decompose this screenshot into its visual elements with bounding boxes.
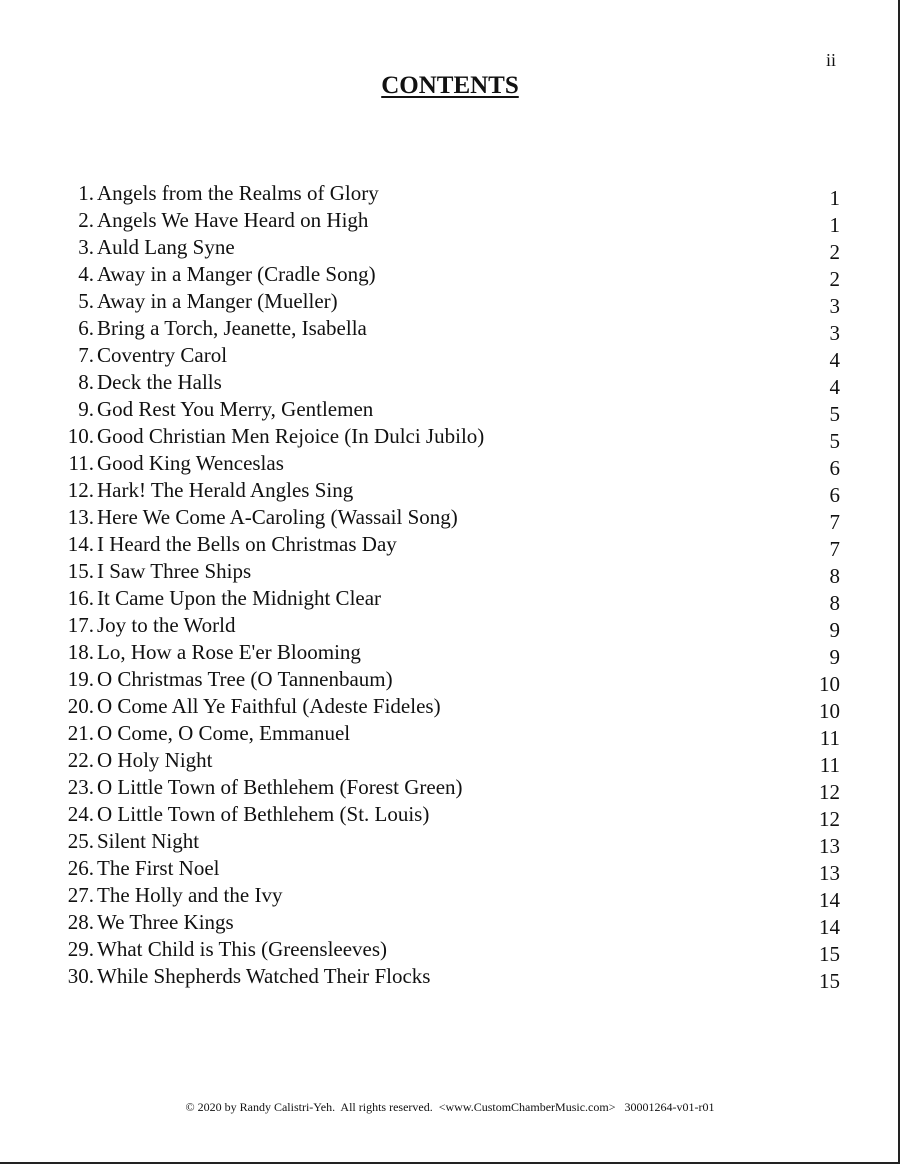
toc-entry xyxy=(0,315,900,345)
toc-entry-page: 10 xyxy=(819,672,840,696)
toc-entry-title: Silent Night xyxy=(97,829,200,853)
toc-entry-number: 29. xyxy=(67,937,94,961)
toc-entry-page: 5 xyxy=(829,402,840,426)
toc-entry-page: 6 xyxy=(829,456,840,480)
toc-entry-page: 4 xyxy=(829,348,840,372)
toc-entry xyxy=(0,504,900,534)
toc-entry-title: While Shepherds Watched Their Flocks xyxy=(97,964,431,988)
toc-entry-number: 14. xyxy=(67,532,94,556)
toc-entry-number: 22. xyxy=(67,748,94,772)
toc-entry-title: Deck the Halls xyxy=(97,370,222,394)
toc-entry-title: God Rest You Merry, Gentlemen xyxy=(97,397,374,421)
toc-entry-number: 10. xyxy=(67,424,94,448)
toc-entry-page: 13 xyxy=(819,861,840,885)
toc-entry-title: The First Noel xyxy=(97,856,220,880)
toc-entry-number: 23. xyxy=(67,775,94,799)
toc-entry-page: 12 xyxy=(819,780,840,804)
toc-entry-page: 9 xyxy=(829,645,840,669)
toc-entry-number: 18. xyxy=(67,640,94,664)
toc-entry-page: 12 xyxy=(819,807,840,831)
toc-entry-title: We Three Kings xyxy=(97,910,234,934)
toc-entry xyxy=(0,396,900,426)
toc-entry-title: Lo, How a Rose E'er Blooming xyxy=(97,640,361,664)
toc-entry-number: 9. xyxy=(78,397,94,421)
toc-entry xyxy=(0,180,900,210)
toc-entry-title: O Holy Night xyxy=(97,748,213,772)
toc-entry-number: 25. xyxy=(67,829,94,853)
toc-entry-number: 5. xyxy=(78,289,94,313)
toc-entry-title: O Come All Ye Faithful (Adeste Fideles) xyxy=(97,694,441,718)
toc-entry xyxy=(0,234,900,264)
toc-entry-title: Coventry Carol xyxy=(97,343,228,367)
toc-entry-title: Away in a Manger (Mueller) xyxy=(97,289,338,313)
toc-entry-number: 20. xyxy=(67,694,94,718)
toc-entry-page: 5 xyxy=(829,429,840,453)
toc-entry-title: Joy to the World xyxy=(97,613,236,637)
toc-entry-number: 24. xyxy=(67,802,94,826)
toc-entry-title: I Saw Three Ships xyxy=(97,559,252,583)
toc-entry-page: 6 xyxy=(829,483,840,507)
toc-entry-number: 8. xyxy=(78,370,94,394)
toc-entry-number: 21. xyxy=(67,721,94,745)
toc-entry-page: 8 xyxy=(829,591,840,615)
toc-entry-number: 4. xyxy=(78,262,94,286)
toc-entry-number: 15. xyxy=(67,559,94,583)
toc-entry-title: O Little Town of Bethlehem (St. Louis) xyxy=(97,802,430,826)
toc-entry-number: 3. xyxy=(78,235,94,259)
toc-entry-page: 2 xyxy=(829,267,840,291)
toc-entry-page: 7 xyxy=(829,537,840,561)
toc-entry xyxy=(0,423,900,453)
toc-entry-title: It Came Upon the Midnight Clear xyxy=(97,586,382,610)
toc-entry-page: 7 xyxy=(829,510,840,534)
toc-entry xyxy=(0,747,900,777)
toc-entry xyxy=(0,450,900,480)
toc-entry-number: 2. xyxy=(78,208,94,232)
toc-entry-number: 13. xyxy=(67,505,94,529)
toc-entry xyxy=(0,342,900,372)
toc-entry-page: 3 xyxy=(829,321,840,345)
toc-entry xyxy=(0,936,900,966)
toc-entry-title: Good King Wenceslas xyxy=(97,451,284,475)
toc-entry-title: Hark! The Herald Angles Sing xyxy=(97,478,354,502)
toc-entry xyxy=(0,882,900,912)
toc-entry-number: 30. xyxy=(67,964,94,988)
toc-entry xyxy=(0,207,900,237)
toc-entry-title: Bring a Torch, Jeanette, Isabella xyxy=(97,316,367,340)
toc-entry-number: 11. xyxy=(68,451,94,475)
toc-entry-number: 28. xyxy=(67,910,94,934)
toc-entry-page: 14 xyxy=(819,888,840,912)
toc-entry-page: 9 xyxy=(829,618,840,642)
page-number: ii xyxy=(825,50,836,70)
page-title: CONTENTS xyxy=(381,72,519,99)
toc-entry-page: 1 xyxy=(829,186,840,210)
toc-entry xyxy=(0,774,900,804)
toc-entry-page: 15 xyxy=(819,942,840,966)
toc-entry xyxy=(0,828,900,858)
toc-entry xyxy=(0,801,900,831)
toc-entry-title: Here We Come A-Caroling (Wassail Song) xyxy=(97,505,458,529)
toc-entry-page: 3 xyxy=(829,294,840,318)
toc-entry xyxy=(0,693,900,723)
toc-entry-page: 8 xyxy=(829,564,840,588)
toc-entry xyxy=(0,612,900,642)
toc-entry-page: 11 xyxy=(819,726,840,750)
toc-entry-page: 2 xyxy=(829,240,840,264)
toc-entry-number: 17. xyxy=(67,613,94,637)
toc-entry-page: 11 xyxy=(819,753,840,777)
toc-entry xyxy=(0,585,900,615)
toc-entry-title: Auld Lang Syne xyxy=(97,235,235,259)
toc-entry xyxy=(0,369,900,399)
toc-entry xyxy=(0,261,900,291)
toc-entry-title: Angels We Have Heard on High xyxy=(97,208,369,232)
toc-entry-title: What Child is This (Greensleeves) xyxy=(97,937,388,961)
toc-entry-page: 1 xyxy=(829,213,840,237)
copyright-footer: © 2020 by Randy Calistri-Yeh. All rights reserved. <www.CustomChamberMusic.com> 30001264-v01-r01 xyxy=(185,1100,715,1114)
toc-entry-page: 13 xyxy=(819,834,840,858)
toc-entry-number: 16. xyxy=(67,586,94,610)
toc-entry xyxy=(0,477,900,507)
toc-entry-number: 26. xyxy=(67,856,94,880)
toc-entry xyxy=(0,288,900,318)
toc-entry-title: O Come, O Come, Emmanuel xyxy=(97,721,351,745)
toc-entry-page: 10 xyxy=(819,699,840,723)
toc-entry-page: 15 xyxy=(819,969,840,993)
toc-entry-number: 7. xyxy=(78,343,94,367)
toc-entry-number: 1. xyxy=(78,181,94,205)
toc-entry xyxy=(0,639,900,669)
table-of-contents xyxy=(0,180,900,993)
toc-entry xyxy=(0,666,900,696)
toc-entry-title: Good Christian Men Rejoice (In Dulci Jubilo) xyxy=(97,424,485,448)
toc-entry-title: I Heard the Bells on Christmas Day xyxy=(97,532,397,556)
toc-entry-page: 4 xyxy=(829,375,840,399)
toc-entry-number: 6. xyxy=(78,316,94,340)
toc-entry-number: 19. xyxy=(67,667,94,691)
toc-entry xyxy=(0,963,900,993)
toc-entry xyxy=(0,531,900,561)
toc-entry xyxy=(0,558,900,588)
toc-entry-title: The Holly and the Ivy xyxy=(97,883,283,907)
toc-entry-title: Angels from the Realms of Glory xyxy=(97,181,379,205)
toc-entry xyxy=(0,720,900,750)
toc-entry xyxy=(0,909,900,939)
toc-entry-title: O Christmas Tree (O Tannenbaum) xyxy=(97,667,393,691)
toc-entry-title: O Little Town of Bethlehem (Forest Green) xyxy=(97,775,463,799)
toc-entry xyxy=(0,855,900,885)
toc-entry-number: 27. xyxy=(67,883,94,907)
toc-entry-number: 12. xyxy=(67,478,94,502)
toc-entry-title: Away in a Manger (Cradle Song) xyxy=(97,262,376,286)
toc-entry-page: 14 xyxy=(819,915,840,939)
